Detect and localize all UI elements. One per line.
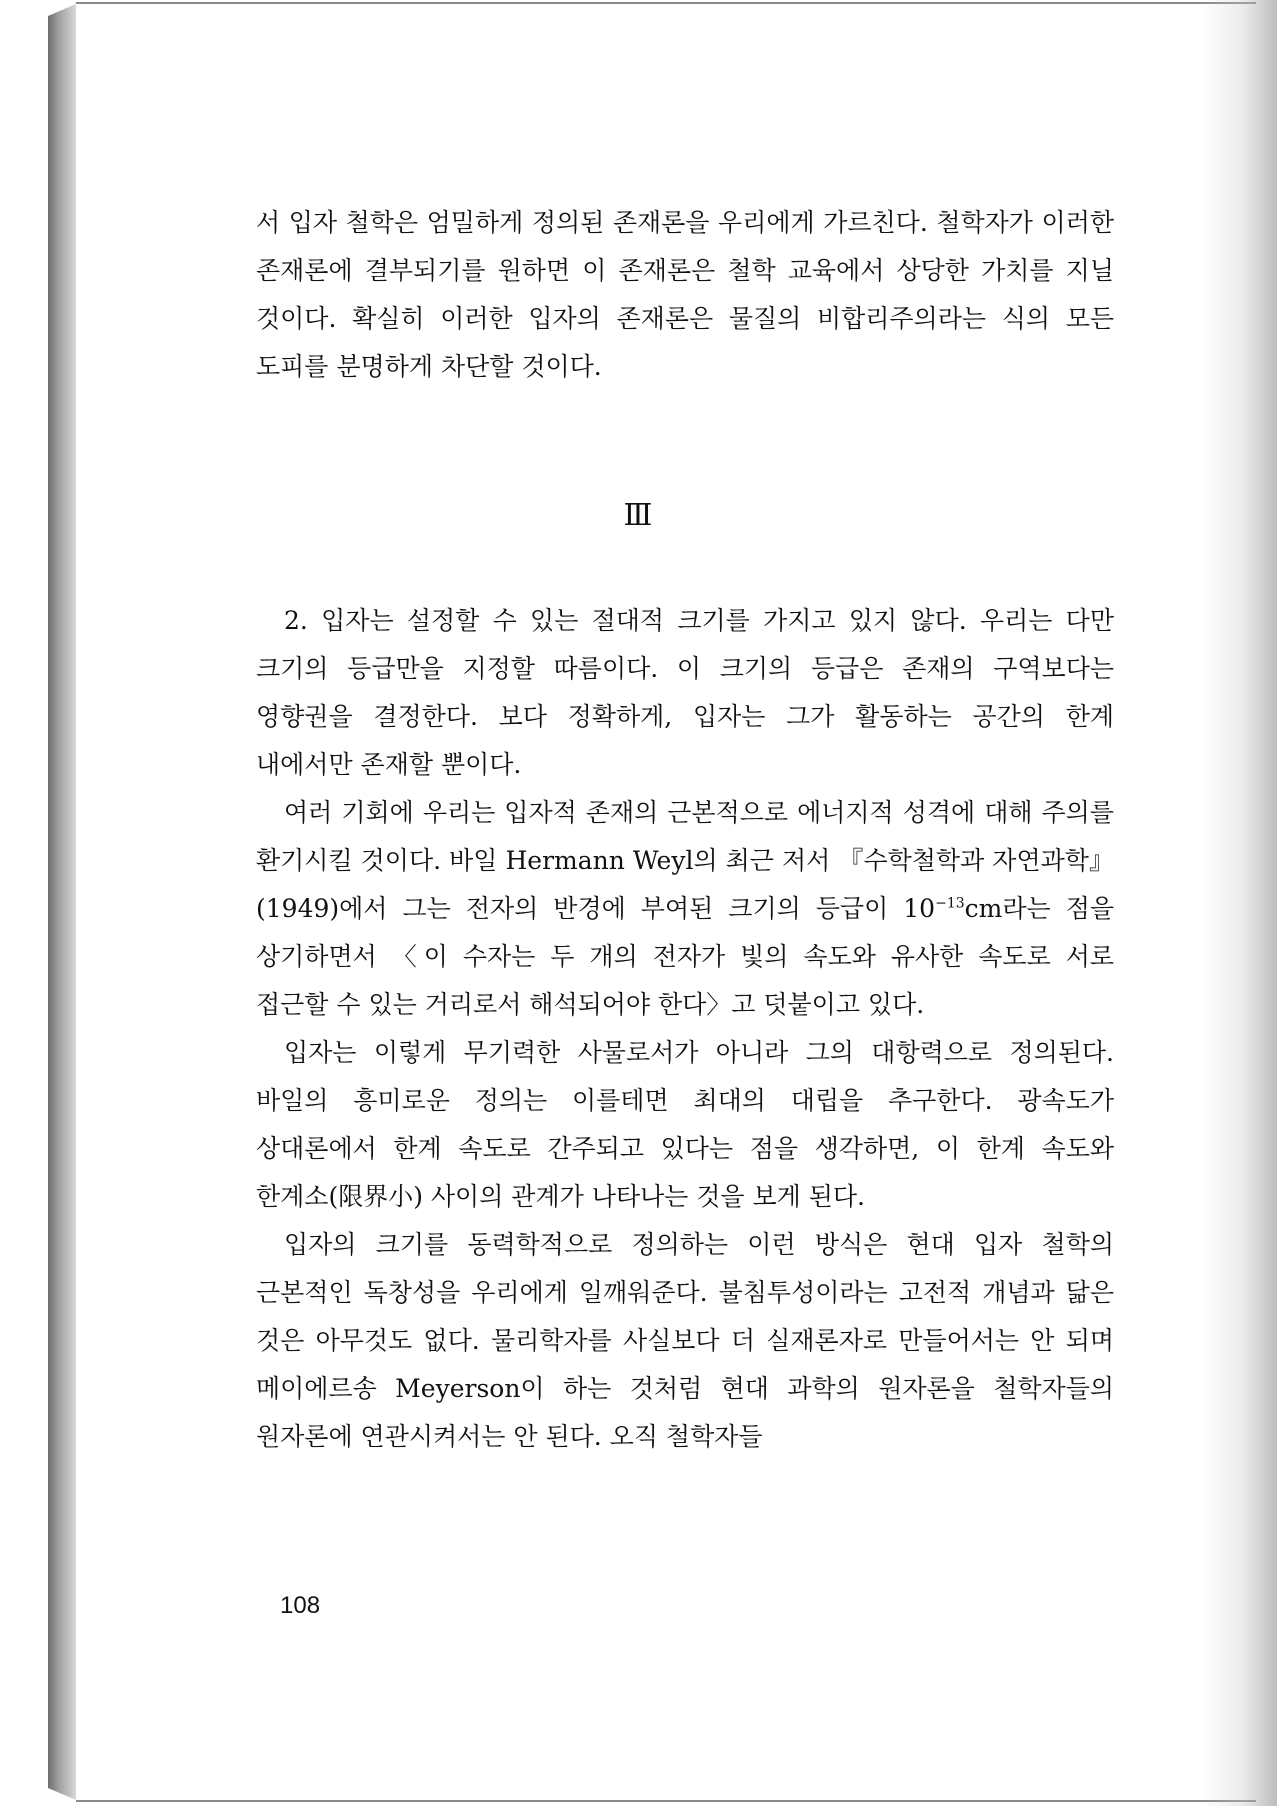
section-heading: Ⅲ [623, 498, 654, 533]
page-number: 108 [280, 1592, 321, 1619]
exponent: −13 [935, 895, 965, 912]
intro-paragraph-block [256, 199, 1114, 391]
paragraph-2-part-a: 여러 기회에 우리는 입자적 존재의 근본적으로 에너지적 성격에 대해 주의를 환기시킬 것이다. 바일 Hermann Weyl의 최근 저서 『수학철학과 자연과학』(1949)에서 그는 전자의 반경에 부여된 크기의 등급이 10 [256, 798, 1114, 923]
paragraph-2-part-b: cm라는 점을 상기하면서 〈이 수자는 두 개의 전자가 빛의 속도와 유사한 속도로 서로 접근할 수 있는 거리로서 해석되어야 한다〉고 덧붙이고 있다. [256, 894, 1114, 1019]
paragraph-2 [256, 789, 1114, 1029]
paragraph-3: 입자는 이렇게 무기력한 사물로서가 아니라 그의 대항력으로 정의된다. 바일의 흥미로운 정의는 이를테면 최대의 대립을 추구한다. 광속도가 상대론에서 한계 속도로 간주되고 있다는 점을 생각하면, 이 한계 속도와 한계소(限界小) 사이의 관계가 나타나는 것을 보게 된다. [256, 1038, 1114, 1211]
book-page-edge [48, 4, 76, 1800]
paragraph-4: 입자의 크기를 동력학적으로 정의하는 이런 방식은 현대 입자 철학의 근본적인 독창성을 우리에게 일깨워준다. 불침투성이라는 고전적 개념과 닮은 것은 아무것도 없다. 물리학자를 사실보다 더 실재론자로 만들어서는 안 되며 메이에르송 Meyerson이 하는 것처럼 현대 과학의 원자론을 철학자들의 원자론에 연관시켜서는 안 된다. 오직 철학자들 [256, 1230, 1114, 1451]
paragraph-1: 2. 입자는 설정할 수 있는 절대적 크기를 가지고 있지 않다. 우리는 다만 크기의 등급만을 지정할 따름이다. 이 크기의 등급은 존재의 구역보다는 영향권을 결정한다. 보다 정확하게, 입자는 그가 활동하는 공간의 한계 내에서만 존재할 뿐이다. [256, 606, 1114, 779]
intro-paragraph: 서 입자 철학은 엄밀하게 정의된 존재론을 우리에게 가르친다. 철학자가 이러한 존재론에 결부되기를 원하면 이 존재론은 철학 교육에서 상당한 가치를 지닐 것이다. 확실히 이러한 입자의 존재론은 물질의 비합리주의라는 식의 모든 도피를 분명하게 차단할 것이다. [256, 208, 1114, 381]
body-text-block [256, 597, 1114, 1461]
